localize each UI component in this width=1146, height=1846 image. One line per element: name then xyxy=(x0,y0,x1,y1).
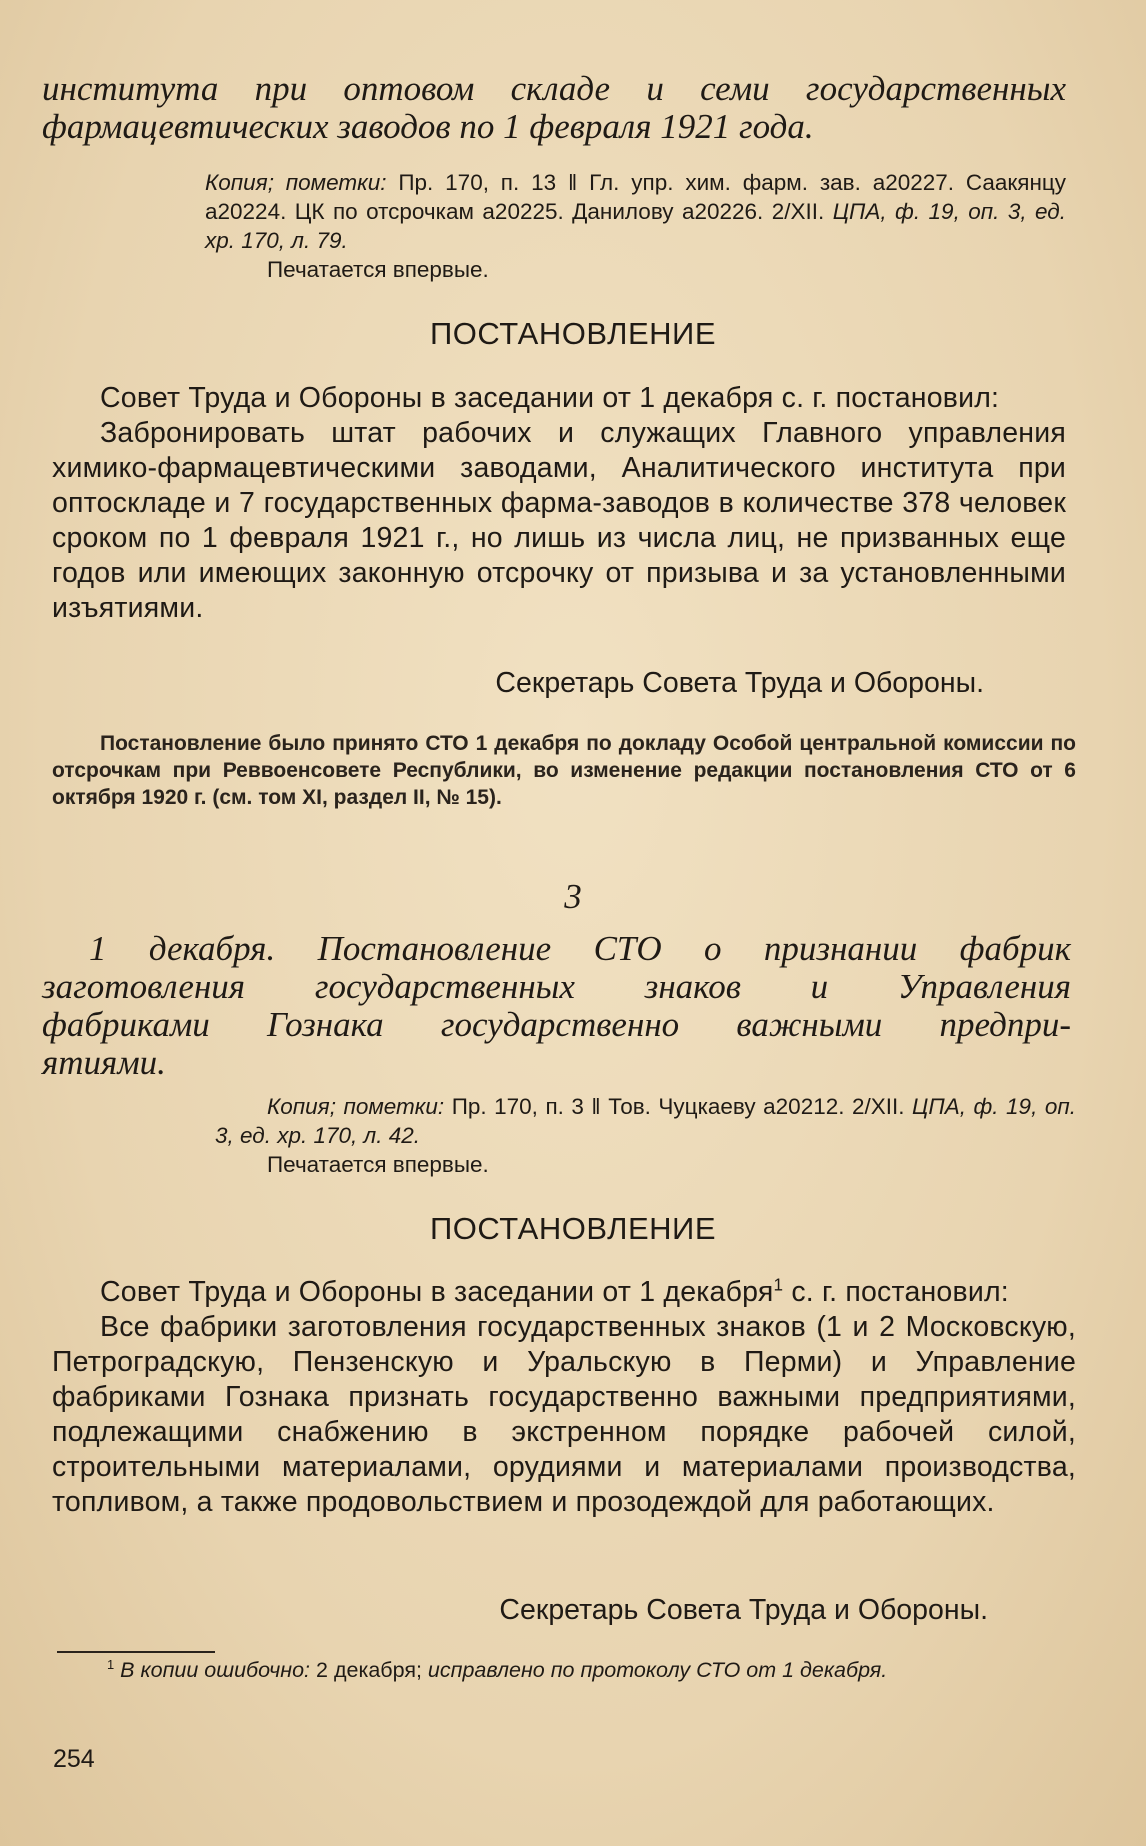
section2-number-block xyxy=(0,878,1146,916)
footnote xyxy=(52,1656,1076,1684)
section1-note-block xyxy=(0,730,1146,811)
section1-heading-line: института при оптовом складе и семи государственных xyxy=(42,69,1066,108)
section2-signature-block xyxy=(0,1593,1146,1628)
signature: Секретарь Совета Труда и Обороны. xyxy=(499,1594,988,1626)
meta-printed: Печатается впервые. xyxy=(267,1152,489,1177)
section2-heading-line: ятиями. xyxy=(42,1043,166,1082)
meta-label: Копия; пометки: xyxy=(267,1094,445,1119)
section1-body xyxy=(0,381,1146,626)
footnote-italic: В копии ошибочно: xyxy=(120,1658,311,1682)
footnote-italic: исправлено по протоколу СТО от 1 декабря. xyxy=(427,1658,888,1682)
footnote-divider xyxy=(57,1651,215,1653)
document-number: 3 xyxy=(564,877,582,916)
footnote-marker: 1 xyxy=(107,1656,115,1672)
section1-signature-block xyxy=(0,666,1146,701)
section1-decree-title-block xyxy=(0,316,1146,352)
decree-paragraph: Забронировать штат рабочих и служащих Главного управления химико-фармацевтическими заводами, Аналитического института при оптоскладе и 7 государственных фарма-заводов в количестве 378 человек сроком по 1 февраля 1921 г., но лишь из числа лиц, не призванных еще годов или имеющих законную отсрочку от призыва и за установленными изъятиями. xyxy=(52,417,1066,624)
footnote-plain: 2 декабря; xyxy=(310,1658,428,1682)
footnote-block xyxy=(0,1656,1146,1684)
section2-meta-line xyxy=(215,1092,1076,1150)
section1-heading-line: фармацевтических заводов по 1 февраля 1921 года. xyxy=(42,107,814,146)
section1-heading xyxy=(0,70,1146,146)
section1-meta-line xyxy=(205,168,1066,255)
section2-heading-line: 1 декабря. Постановление СТО о признании фабрик xyxy=(89,929,1071,968)
decree-paragraph xyxy=(52,1275,1076,1310)
section2-decree-title-block xyxy=(0,1211,1146,1247)
decree-text: с. г. постановил: xyxy=(783,1276,1009,1308)
decree-text: Совет Труда и Обороны в заседании от 1 декабря xyxy=(100,1276,774,1308)
decree-paragraph: Совет Труда и Обороны в заседании от 1 декабря с. г. постановил: xyxy=(100,382,1000,414)
footnote-ref: 1 xyxy=(773,1275,784,1295)
section2-body xyxy=(0,1275,1146,1520)
decree-title: ПОСТАНОВЛЕНИЕ xyxy=(429,1211,717,1246)
editorial-note: Постановление было принято СТО 1 декабря по докладу Особой центральной комиссии по отсрочкам при Реввоенсовете Республики, во изменение редакции постановления СТО от 6 октября 1920 г. (см. том XI, раздел II, № 15). xyxy=(52,732,1076,809)
meta-archive: ЦПА, ф. 19, оп. 3, ед. хр. 170, л. 42. xyxy=(215,1094,1076,1148)
meta-printed: Печатается впервые. xyxy=(267,257,489,282)
section2-heading-line: заготовления государственных знаков и Управления xyxy=(42,967,1071,1006)
signature: Секретарь Совета Труда и Обороны. xyxy=(495,667,984,699)
page-number: 254 xyxy=(53,1745,95,1773)
section2-heading-line: фабриками Гознака государственно важными предпри- xyxy=(42,1005,1071,1044)
decree-title: ПОСТАНОВЛЕНИЕ xyxy=(429,316,717,351)
section2-heading xyxy=(0,930,1146,1082)
decree-paragraph: Все фабрики заготовления государственных знаков (1 и 2 Московскую, Петроградскую, Пензенскую и Уральскую в Перми) и Управление фабриками Гознака признать государственно важными предприятиями, подлежащими снабжению в экстренном порядке рабочей силой, строительными материалами, орудиями и материалами производства, топливом, а также продовольствием и прозодеждой для работающих. xyxy=(52,1311,1076,1518)
meta-text: Пр. 170, п. 13 ‖ Гл. упр. хим. фарм. зав. а20227. Саакянцу а20224. ЦК по отсрочкам а20225. Данилову а20226. 2/XII. xyxy=(205,170,1067,224)
meta-text: Пр. 170, п. 3 ‖ Тов. Чуцкаеву а20212. 2/XII. xyxy=(451,1094,905,1119)
section1-meta xyxy=(0,168,1146,284)
meta-archive: ЦПА, ф. 19, оп. 3, ед. хр. 170, л. 79. xyxy=(205,199,1066,253)
section2-meta xyxy=(0,1092,1146,1179)
meta-label: Копия; пометки: xyxy=(205,170,387,195)
